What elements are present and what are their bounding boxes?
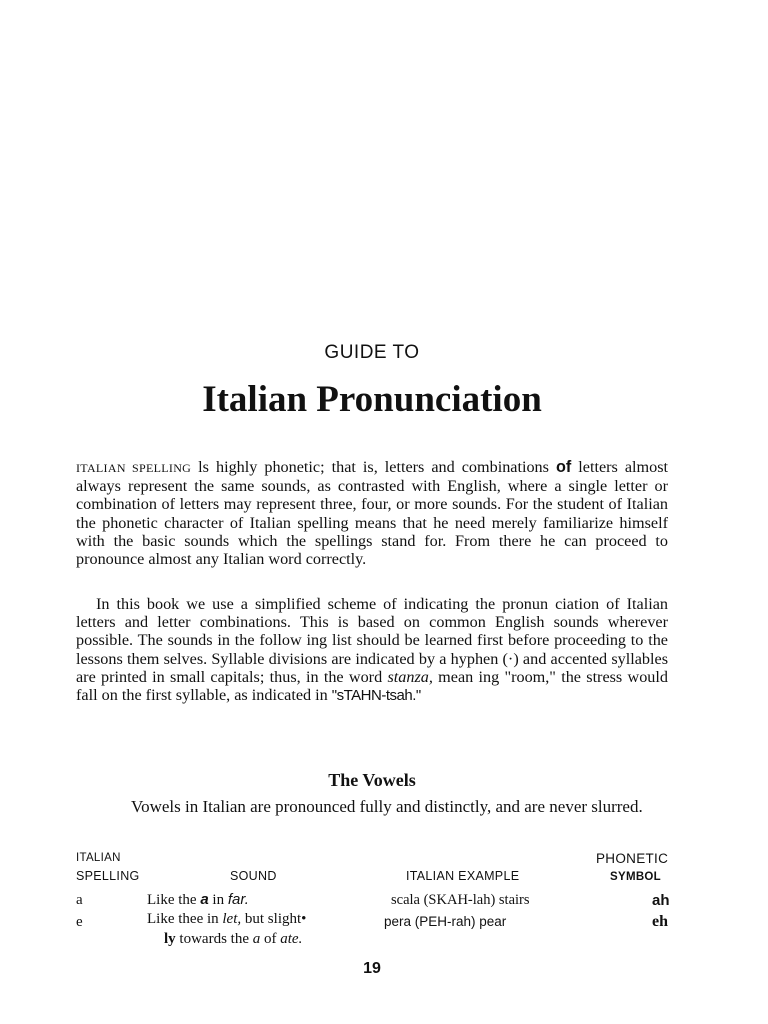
row-a-sound [147, 891, 249, 909]
stanza-example: "sTAHN-tsah." [331, 687, 421, 705]
row-e-symbol: eh [652, 913, 668, 930]
scheme-paragraph [76, 595, 668, 705]
row-e-ly: ly [164, 931, 176, 947]
row-e-sound-pre: Like thee in [147, 911, 223, 927]
header-phonetic: PHONETIC [596, 851, 669, 866]
row-a-spelling: a [76, 892, 83, 908]
row-e-line2-pre: towards the [175, 931, 253, 947]
row-e-sound-word: let, [222, 911, 242, 927]
row-e-spelling: e [76, 914, 83, 930]
of-word: of [555, 458, 572, 476]
vowels-heading: The Vowels [328, 770, 416, 790]
row-e-sound-line2 [164, 931, 302, 948]
header-sound: SOUND [230, 869, 277, 883]
stanza-word: stanza, [387, 667, 433, 686]
header-spelling: SPELLING [76, 869, 140, 883]
row-a-sound-mid: in [208, 892, 228, 908]
row-a-example: scala (SKAH-lah) stairs [391, 892, 530, 908]
row-e-line2-mid: of [260, 931, 281, 947]
intro-paragraph [76, 458, 668, 568]
para1-line1: ls highly phonetic; that is, letters and combinations [191, 458, 549, 476]
row-a-sound-pre: Like the [147, 892, 201, 908]
header-symbol: SYMBOL [610, 871, 661, 883]
row-a-sound-word: far. [227, 891, 249, 908]
row-a-sound-letter: a [200, 891, 209, 908]
row-e-sound [147, 911, 306, 928]
header-italian: ITALIAN [76, 852, 121, 864]
guide-to-label: GUIDE TO [324, 342, 420, 363]
row-e-example: pera (PEH-rah) pear [384, 914, 507, 929]
row-e-line2-word: ate. [280, 931, 303, 947]
page-number: 19 [363, 960, 381, 977]
page-title: Italian Pronunciation [202, 379, 542, 420]
vowels-intro: Vowels in Italian are pronounced fully and distinctly, and are never slurred. [131, 797, 643, 816]
header-italian-example: ITALIAN EXAMPLE [406, 869, 520, 883]
row-e-sound-post: but slight• [241, 911, 307, 927]
para2-text1: In this book we use a simplified scheme of indicating the pronun ciation of Italian letters and letter combinations. This is based on common English sounds wherever possible. The sounds in the follow ing list should be learned first before proceeding to the lessons them selves. Syllable divisions are indicated by a hyphen (·) and accented syllables are printed in small capitals; thus, in the word [76, 595, 668, 686]
row-e-line2-letter: a [252, 931, 261, 947]
para1-body: letters almost always represent the same sounds, as contrasted with English, where a single letter or combination of letters may represent three, four, or more sounds. For the student of Italian the phonetic character of Italian spelling means that he need merely familiarize himself with the basic sounds which the spellings stand for. From there he can proceed to pronounce almost any Italian word correctly. [76, 458, 669, 569]
row-a-symbol: ah [652, 892, 670, 909]
para2-text2: mean ing "room," the stress would fall on the first syllable, as indicated in [76, 667, 668, 705]
italian-spelling-lead: ITALIAN SPELLING [76, 461, 192, 475]
